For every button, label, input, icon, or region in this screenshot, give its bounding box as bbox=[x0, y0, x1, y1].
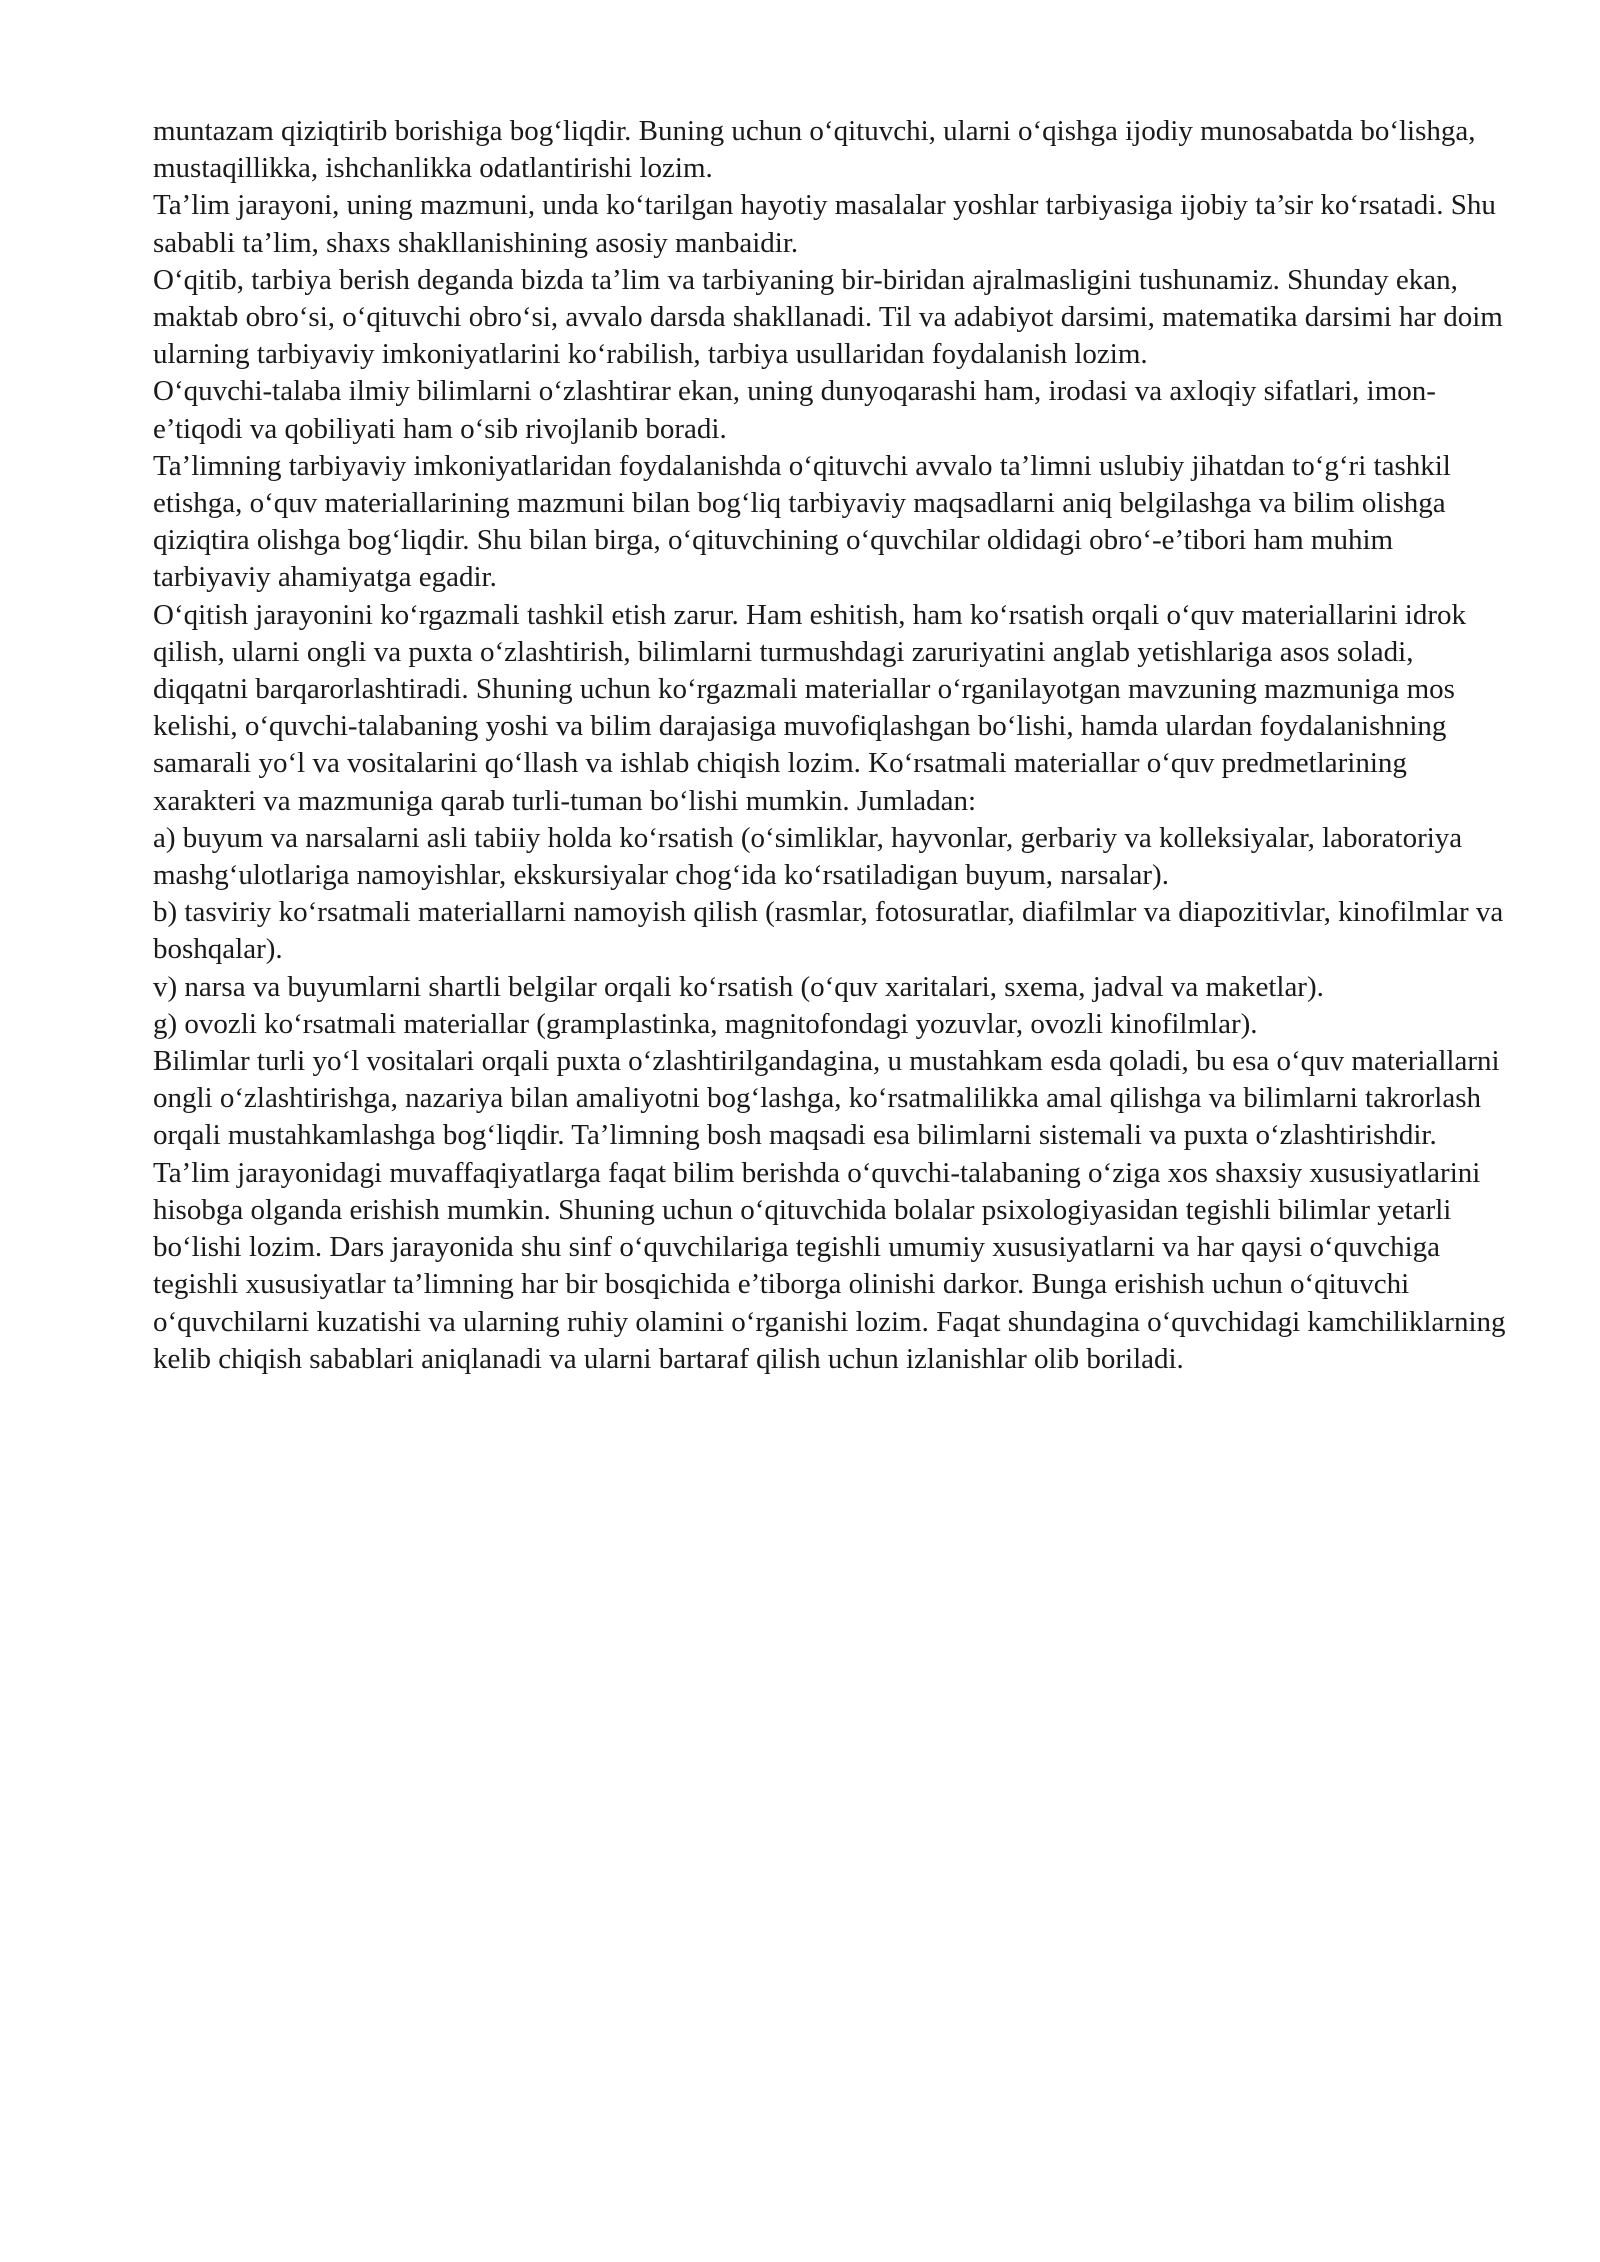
document-body bbox=[153, 113, 1513, 1378]
list-item-a: a) buyum va narsalarni asli tabiiy holda ko‘rsatish (o‘simliklar, hayvonlar, gerbariy va kolleksiyalar, laboratoriya mashg‘ulotlariga namoyishlar, ekskursiyalar chog‘ida ko‘rsatiladigan buyum, narsalar). bbox=[153, 821, 1463, 892]
paragraph: O‘quvchi-talaba ilmiy bilimlarni o‘zlashtirar ekan, uning dunyoqarashi ham, irodasi va axloqiy sifatlari, imon-e’tiqodi va qobiliyati ham o‘sib rivojlanib boradi. bbox=[153, 375, 1436, 445]
list-item-v: v) narsa va buyumlarni shartli belgilar orqali ko‘rsatish (o‘quv xaritalari, sxema, jadval va maketlar). bbox=[153, 970, 1324, 1003]
paragraph: Bilimlar turli yo‘l vositalari orqali puxta o‘zlashtirilgandagina, u mustahkam esda qoladi, bu esa o‘quv materiallarni ongli o‘zlashtirishga, nazariya bilan amaliyotni bog‘lashga, ko‘rsatmalilikka amal qilishga va bilimlarni takrorlash orqali mustahkamlashga bog‘liqdir. Ta’limning bosh maqsadi esa bilimlarni sistemali va puxta o‘zlashtirishdir. bbox=[153, 1045, 1500, 1152]
paragraph: O‘qitib, tarbiya berish deganda bizda ta’lim va tarbiyaning bir-biridan ajralmasligini tushunamiz. Shunday ekan, maktab obro‘si, o‘qituvchi obro‘si, avvalo darsda shakllanadi. Til va adabiyot darsimi, matematika darsimi har doim ularning tarbiyaviy imkoniyatlarini ko‘rabilish, tarbiya usullaridan foydalanish lozim. bbox=[153, 263, 1503, 371]
paragraph: muntazam qiziqtirib borishiga bog‘liqdir. Buning uchun o‘qituvchi, ularni o‘qishga ijodiy munosabatda bo‘lishga, mustaqillikka, ishchanlikka odatlantirishi lozim. bbox=[153, 115, 1476, 185]
paragraph: O‘qitish jarayonini ko‘rgazmali tashkil etish zarur. Ham eshitish, ham ko‘rsatish orqali o‘quv materiallarini idrok qilish, ularni ongli va puxta o‘zlashtirish, bilimlarni turmushdagi zaruriyatini anglab yetishlariga asos soladi, diqqatni barqarorlashtiradi. Shuning uchun ko‘rgazmali materiallar o‘rganilayotgan mavzuning mazmuniga mos kelishi, o‘quvchi-talabaning yoshi va bilim darajasiga muvofiqlashgan bo‘lishi, hamda ulardan foydalanishning samarali yo‘l va vositalarini qo‘llash va ishlab chiqish lozim. Ko‘rsatmali materiallar o‘quv predmetlarining xarakteri va mazmuniga qarab turli-tuman bo‘lishi mumkin. Jumladan: bbox=[153, 598, 1467, 817]
paragraph: Ta’lim jarayoni, uning mazmuni, unda ko‘tarilgan hayotiy masalalar yoshlar tarbiyasiga ijobiy ta’sir ko‘rsatadi. Shu sababli ta’lim, shaxs shakllanishining asosiy manbaidir. bbox=[153, 189, 1496, 259]
list-item-b: b) tasviriy ko‘rsatmali materiallarni namoyish qilish (rasmlar, fotosuratlar, diafilmlar va diapozitivlar, kinofilmlar va boshqalar). bbox=[153, 896, 1504, 966]
list-item-g: g) ovozli ko‘rsatmali materiallar (gramplastinka, magnitofondagi yozuvlar, ovozli kinofilmlar). bbox=[153, 1007, 1258, 1040]
paragraph: Ta’limning tarbiyaviy imkoniyatlaridan foydalanishda o‘qituvchi avvalo ta’limni uslubiy jihatdan to‘g‘ri tashkil etishga, o‘quv materiallarining mazmuni bilan bog‘liq tarbiyaviy maqsadlarni aniq belgilashga va bilim olishga qiziqtira olishga bog‘liqdir. Shu bilan birga, o‘qituvchining o‘quvchilar oldidagi obro‘-e’tibori ham muhim tarbiyaviy ahamiyatga egadir. bbox=[153, 449, 1451, 594]
paragraph: Ta’lim jarayonidagi muvaffaqiyatlarga faqat bilim berishda o‘quvchi-talabaning o‘ziga xos shaxsiy xususiyatlarini hisobga olganda erishish mumkin. Shuning uchun o‘qituvchida bolalar psixologiyasidan tegishli bilimlar yetarli bo‘lishi lozim. Dars jarayonida shu sinf o‘quvchilariga tegishli umumiy xususiyatlarni va har qaysi o‘quvchiga tegishli xususiyatlar ta’limning har bir bosqichida e’tiborga olinishi darkor. Bunga erishish uchun o‘qituvchi o‘quvchilarni kuzatishi va ularning ruhiy olamini o‘rganishi lozim. Faqat shundagina o‘quvchidagi kamchiliklarning kelib chiqish sabablari aniqlanadi va ularni bartaraf qilish uchun izlanishlar olib boriladi. bbox=[153, 1156, 1506, 1375]
